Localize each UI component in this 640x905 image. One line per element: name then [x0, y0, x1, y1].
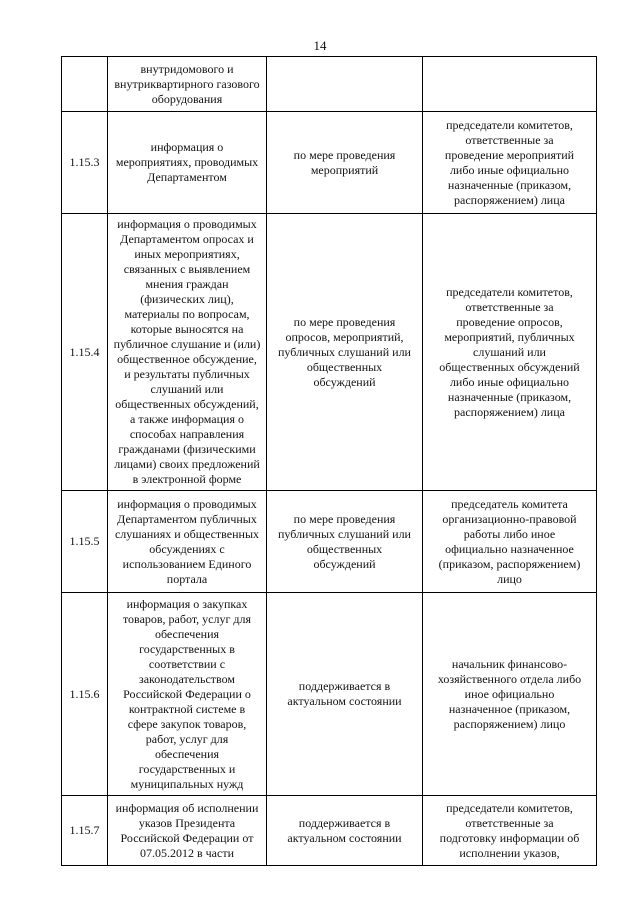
responsible-cell: председатели комитетов, ответственные за проведение мероприятий либо иные официально назначенные (приказом, распоряжением) лица [423, 112, 597, 214]
responsible-cell: начальник финансово- хозяйственного отдела либо иное официально назначенное (приказом, распоряжением) лицо [423, 593, 597, 796]
table-row [62, 112, 597, 214]
table-row [62, 57, 597, 112]
period-cell: по мере проведения мероприятий [267, 112, 423, 214]
page-number: 14 [313, 38, 327, 53]
row-number: 1.15.5 [62, 491, 108, 593]
table-row [62, 796, 597, 866]
responsibility-table [61, 56, 597, 866]
responsible-cell: председатель комитета организационно-правовой работы либо иное официально назначенное (приказом, распоряжением) лицо [423, 491, 597, 593]
info-cell: информация о закупках товаров, работ, услуг для обеспечения государственных в соответствии с законодательством Российской Федерации о контрактной системе в сфере закупок товаров, работ, услуг для обеспечения государственных и муниципальных нужд [108, 593, 267, 796]
row-number: 1.15.6 [62, 593, 108, 796]
responsible-cell [423, 57, 597, 112]
period-cell: по мере проведения опросов, мероприятий, публичных слушаний или общественных обсуждений [267, 214, 423, 491]
period-cell: поддерживается в актуальном состоянии [267, 593, 423, 796]
period-cell [267, 57, 423, 112]
info-cell: информация об исполнении указов Президента Российской Федерации от 07.05.2012 в части [108, 796, 267, 866]
row-number: 1.15.7 [62, 796, 108, 866]
responsible-cell: председатели комитетов, ответственные за подготовку информации об исполнении указов, [423, 796, 597, 866]
info-cell: информация о проводимых Департаментом опросах и иных мероприятиях, связанных с выявлением мнения граждан (физических лиц), материалы по вопросам, которые выносятся на публичное слушание и (или) общественное обсуждение, и результаты публичных слушаний или общественных обсуждений, а также информация о способах направления гражданами (физическими лицами) своих предложений в электронной форме [108, 214, 267, 491]
row-number: 1.15.3 [62, 112, 108, 214]
period-cell: поддерживается в актуальном состоянии [267, 796, 423, 866]
table-row [62, 491, 597, 593]
table-row [62, 214, 597, 491]
info-cell: внутридомового и внутриквартирного газового оборудования [108, 57, 267, 112]
table-row [62, 593, 597, 796]
period-cell: по мере проведения публичных слушаний или общественных обсуждений [267, 491, 423, 593]
info-cell: информация о проводимых Департаментом публичных слушаниях и общественных обсуждениях с использованием Единого портала [108, 491, 267, 593]
row-number: 1.15.4 [62, 214, 108, 491]
row-number [62, 57, 108, 112]
responsible-cell: председатели комитетов, ответственные за проведение опросов, мероприятий, публичных слушаний или общественных обсуждений либо иные официально назначенные (приказом, распоряжением) лица [423, 214, 597, 491]
info-cell: информация о мероприятиях, проводимых Департаментом [108, 112, 267, 214]
